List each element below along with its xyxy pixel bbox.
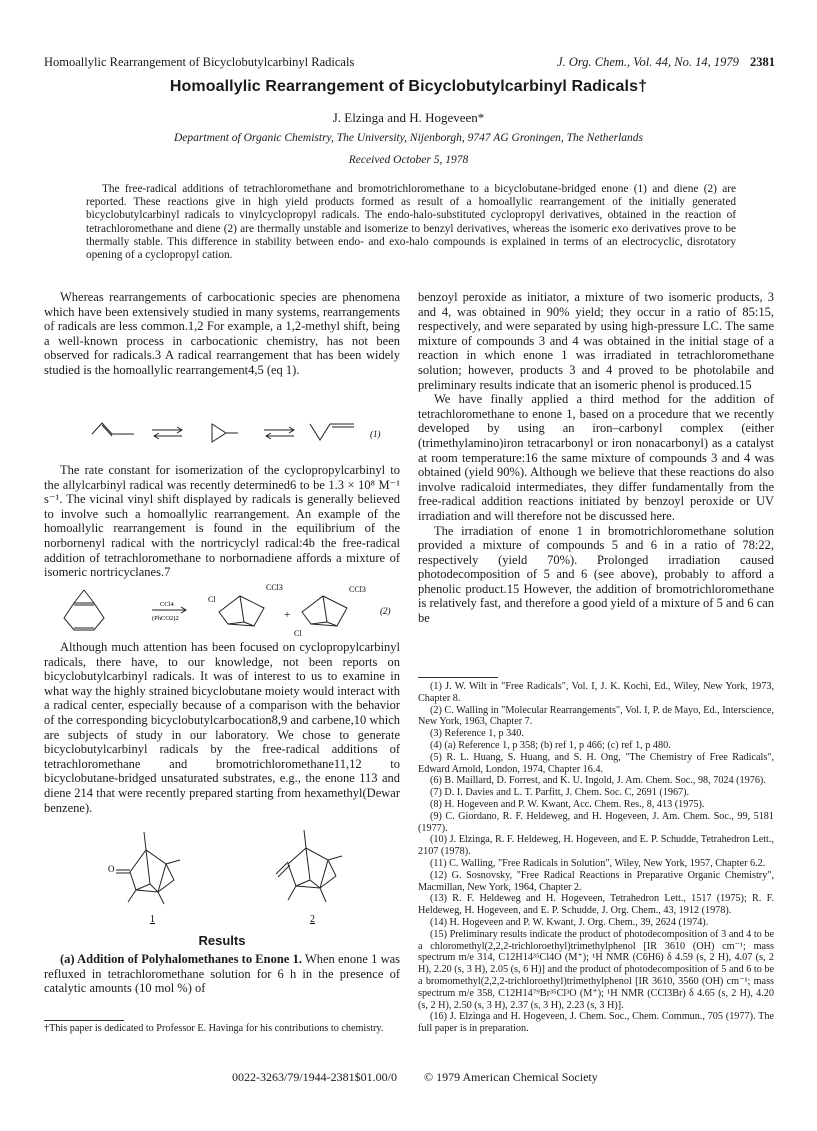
page-number: 2381	[750, 55, 775, 69]
paragraph-irradiation: The irradiation of enone 1 in bromotrichloromethane solution provided a mixture of compounds 5 and 6 in a ratio of 78:22, respectively (yield 70%). Prolonged irradiation caused photodecomposition of 5 and 6 (see above), probably to afford a phenolic product.15 However, the addition of bromotrichloromethane is relatively fast, and therefore a good yield of a mixture of 5 and 6 can be	[418, 523, 774, 626]
svg-text:CCl3: CCl3	[266, 583, 283, 592]
paragraph-rate-constant: The rate constant for isomerization of the cyclopropylcarbinyl to the allylcarbinyl radical was recently determined6 to be 1.3 × 10⁸ M⁻¹ s⁻¹. The vicinal vinyl shift displayed by radicals is generally believed to involve such a homoallylic rearrangement. An example of the homoallylic rearrangement is found in the equilibrium of the norbornenyl radical with the nortricyclyl radical:4b the free-radical addition of tetrachloromethane to norbornadiene affords a mixture of isomeric nortricyclanes.7	[44, 463, 400, 580]
equation-2-scheme	[44, 578, 400, 640]
reference-item: (11) C. Walling, "Free Radicals in Solution", Wiley, New York, 1957, Chapter 6.2.	[430, 857, 766, 869]
reagent-benzoyl-peroxide: (PhCO2)2	[152, 615, 179, 622]
left-column-rate	[44, 463, 400, 580]
dedication-footnote: †This paper is dedicated to Professor E. Havinga for his contributions to chemistry.	[44, 1023, 384, 1034]
compound-1-label: 1	[150, 914, 155, 925]
reference-item: (8) H. Hogeveen and P. W. Kwant, Acc. Chem. Res., 8, 413 (1975).	[430, 798, 705, 810]
reference-item: (15) Preliminary results indicate the product of photodecomposition of 3 and 4 to be a chloromethyl(2,2,2-trichloroethyl)trimethylphenol [IR 3610 (OH) cm⁻¹; mass spectrum m/e 314, C12H14³⁵Cl4O (M⁺); ¹H NMR (C6H6) δ 4.59 (s, 2 H), 4.07 (s, 2 H), 2.20 (s, 3 H), 2.05 (s, 6 H)] and the product of photodecomposition of 5 and 6 to be a bromomethyl(2,2,2-trichloroethyl)trimethylphenol [IR 3610, 3560 (OH) cm⁻¹; mass spectrum m/e 358, C12H14⁷⁹Br³⁵Cl³O (M⁺); ¹H NMR (CCl3Br) δ 4.65 (s, 2 H), 4.20 (s, 2 H), 2.50 (s, 3 H), 2.37 (s, 3 H), 2.23 (s, 3 H)].	[418, 928, 774, 1011]
norbornadiene-structure	[64, 590, 104, 630]
reference-item: (4) (a) Reference 1, p 358; (b) ref 1, p 466; (c) ref 1, p 480.	[430, 739, 671, 751]
paragraph-intro: Whereas rearrangements of carbocationic species are phenomena which have been extensively studied in many systems, rearrangements of radicals are less common.1,2 For example, a 1,2-methyl shift, being a well-known process in carbocationic chemistry, has not been observed for radicals.3 A radical rearrangement that has been widely studied is the homoallylic rearrangement4,5 (eq 1).	[44, 290, 400, 377]
left-column-results	[44, 952, 400, 996]
svg-text:CCl3: CCl3	[349, 585, 366, 594]
compound-2-label: 2	[310, 914, 315, 925]
right-column-text	[418, 290, 774, 626]
reference-item: (5) R. L. Huang, S. Huang, and S. H. Ong, "The Chemistry of Free Radicals", Edward Arnold, London, 1974, Chapter 16.4.	[418, 751, 774, 775]
structures-1-and-2	[44, 822, 400, 925]
reference-item: (6) B. Maillard, D. Forrest, and K. U. Ingold, J. Am. Chem. Soc., 98, 7024 (1976).	[430, 775, 766, 787]
equation-1-scheme	[44, 410, 400, 450]
received-date: Received October 5, 1978	[348, 154, 469, 166]
left-column-intro	[44, 290, 400, 378]
subsection-heading-a: (a) Addition of Polyhalomethanes to Enone 1.	[60, 952, 302, 966]
references-list	[418, 681, 774, 1035]
reference-item: (10) J. Elzinga, R. F. Heldeweg, H. Hogeveen, and E. P. Schudde, Tetrahedron Lett., 2107 (1978).	[418, 834, 774, 858]
paragraph-results-a: (a) Addition of Polyhalomethanes to Enone 1. When enone 1 was refluxed in tetrachloromethane solution for 6 h in the presence of catalytic amounts (10 mol %) of	[44, 952, 401, 996]
reference-item: (3) Reference 1, p 340.	[430, 728, 524, 740]
enone-1-structure	[108, 832, 180, 925]
section-heading-results: Results	[198, 933, 246, 948]
nortricyclane-structure-2	[294, 585, 366, 638]
abstract: The free-radical additions of tetrachloromethane and bromotrichloromethane to a bicyclobutane-bridged enone (1) and diene (2) are reported. These reactions give in high yield products formed as result of a homoallylic rearrangement of the initially generated bicyclobutylcarbinyl radicals to vinylcyclopropyl radicals. The endo-halo-substituted cyclopropyl derivatives, obtained in the reaction of tetrachloromethane and diene (2) are thermally unstable and isomerize to benzyl derivatives, whereas the isomeric exo derivatives prove to be thermally stable. This difference in stability between endo- and exo-halo compounds is explained in terms of an electrocyclic, disrotatory opening of a cyclopropyl cation.	[86, 183, 736, 262]
reference-item: (2) C. Walling in "Molecular Rearrangements", Vol. I, P. de Mayo, Ed., Interscience, New York, 1963, Chapter 7.	[418, 704, 774, 728]
left-column-intro-2	[44, 640, 400, 815]
reference-item: (13) R. F. Heldeweg and H. Hogeveen, Tetrahedron Lett., 1517 (1975); R. F. Heldeweg, H. Hogeveen, and E. P. Schudde, J. Org. Chem., 43, 1912 (1978).	[418, 893, 774, 917]
footnote-divider	[44, 1020, 124, 1021]
cyclopropylcarbinyl-radical-structure	[212, 424, 226, 442]
footer-code: 0022-3263/79/1944-2381$01.00/0	[232, 1070, 397, 1084]
article-title: Homoallylic Rearrangement of Bicyclobutylcarbinyl Radicals†	[169, 78, 648, 95]
allylcarbinyl-radical-structure-2	[310, 424, 354, 440]
reference-item: (7) D. I. Davies and L. T. Parfitt, J. Chem. Soc. C, 2691 (1967).	[430, 787, 690, 799]
paragraph-bicyclobutylcarbinyl: Although much attention has been focused on cyclopropylcarbinyl radicals, there have, to our knowledge, not been reports on bicyclobutylcarbinyl radicals. It was of interest to us to examine in what way the highly strained bicyclobutane moiety would interact with a radical center, especially because of a comparison with the behavior of the corresponding bicyclobutylcarbocation8,9 and carbene,10 which are subjects of study in our laboratory. We chose to generate bicyclobutylcarbinyl radicals by the free-radical additions of tetrachloromethane and bromotrichloromethane11,12 to bicyclobutane-bridged unsaturated substrates, e.g., the enone 113 and diene 214 that were recently prepared starting from hexamethyl(Dewar benzene).	[44, 640, 400, 815]
plus-sign: +	[284, 609, 291, 621]
svg-text:Cl: Cl	[208, 595, 216, 604]
footer-copyright: © 1979 American Chemical Society	[424, 1070, 598, 1084]
running-header-journal	[557, 55, 775, 70]
svg-text:Cl: Cl	[294, 629, 302, 638]
authors: J. Elzinga and H. Hogeveen*	[332, 110, 485, 125]
journal-citation: J. Org. Chem., Vol. 44, No. 14, 1979	[557, 55, 739, 69]
reference-item: (9) C. Giordano, R. F. Heldeweg, and H. Hogeveen, J. Am. Chem. Soc., 99, 5181 (1977).	[418, 810, 774, 834]
affiliation: Department of Organic Chemistry, The University, Nijenborgh, 9747 AG Groningen, The Netherlands	[173, 132, 644, 144]
oxygen-label: O	[108, 864, 115, 874]
nortricyclane-structure-1	[208, 583, 283, 626]
allylcarbinyl-radical-structure	[92, 423, 134, 434]
reagent-ccl4: CCl4	[160, 601, 174, 608]
reference-item: (14) H. Hogeveen and P. W. Kwant, J. Org. Chem., 39, 2624 (1974).	[430, 916, 709, 928]
paragraph-third-method: We have finally applied a third method for the addition of tetrachloromethane to enone 1, based on a procedure that we recently developed by using an iron–carbonyl complex (either (trimethylamino)iron tetracarbonyl or iron nonacarbonyl) as a catalyst at room temperature:16 the same mixture of compounds 3 and 4 was obtained (yield 90%). Although we believe that these reactions do also involve radicaloid intermediates, they differ fundamentally from the free-radical addition reactions initiated by benzoyl peroxide or UV irradiation and will therefore not be discussed here.	[418, 392, 774, 523]
references-divider	[418, 677, 498, 678]
reference-item: (16) J. Elzinga and H. Hogeveen, J. Chem. Soc., Chem. Commun., 705 (1977). The full paper is in preparation.	[418, 1011, 774, 1035]
diene-2-structure	[276, 830, 342, 925]
equation-2-label: (2)	[380, 606, 391, 616]
reference-item: (1) J. W. Wilt in "Free Radicals", Vol. I, J. K. Kochi, Ed., Wiley, New York, 1973, Chapter 8.	[418, 681, 774, 704]
paragraph-benzoyl-peroxide: benzoyl peroxide as initiator, a mixture of two isomeric products, 3 and 4, was obtained in 90% yield; they occur in a ratio of 85:15, respectively, and were separated by using high-pressure LC. The same mixture of compounds 3 and 4 was obtained in the initial stage of a reaction in which enone 1 was irradiated in tetrachloromethane solution; however, products 3 and 4 proved to be photolabile and preliminary results indicate that an isomeric phenol is produced.15	[418, 290, 774, 392]
equation-1-label: (1)	[370, 429, 381, 439]
reference-item: (12) G. Sosnovsky, "Free Radical Reactions in Preparative Organic Chemistry", Macmillan, New York, 1964, Chapter 2.	[418, 869, 774, 893]
running-header-title: Homoallylic Rearrangement of Bicyclobutylcarbinyl Radicals	[44, 55, 355, 69]
